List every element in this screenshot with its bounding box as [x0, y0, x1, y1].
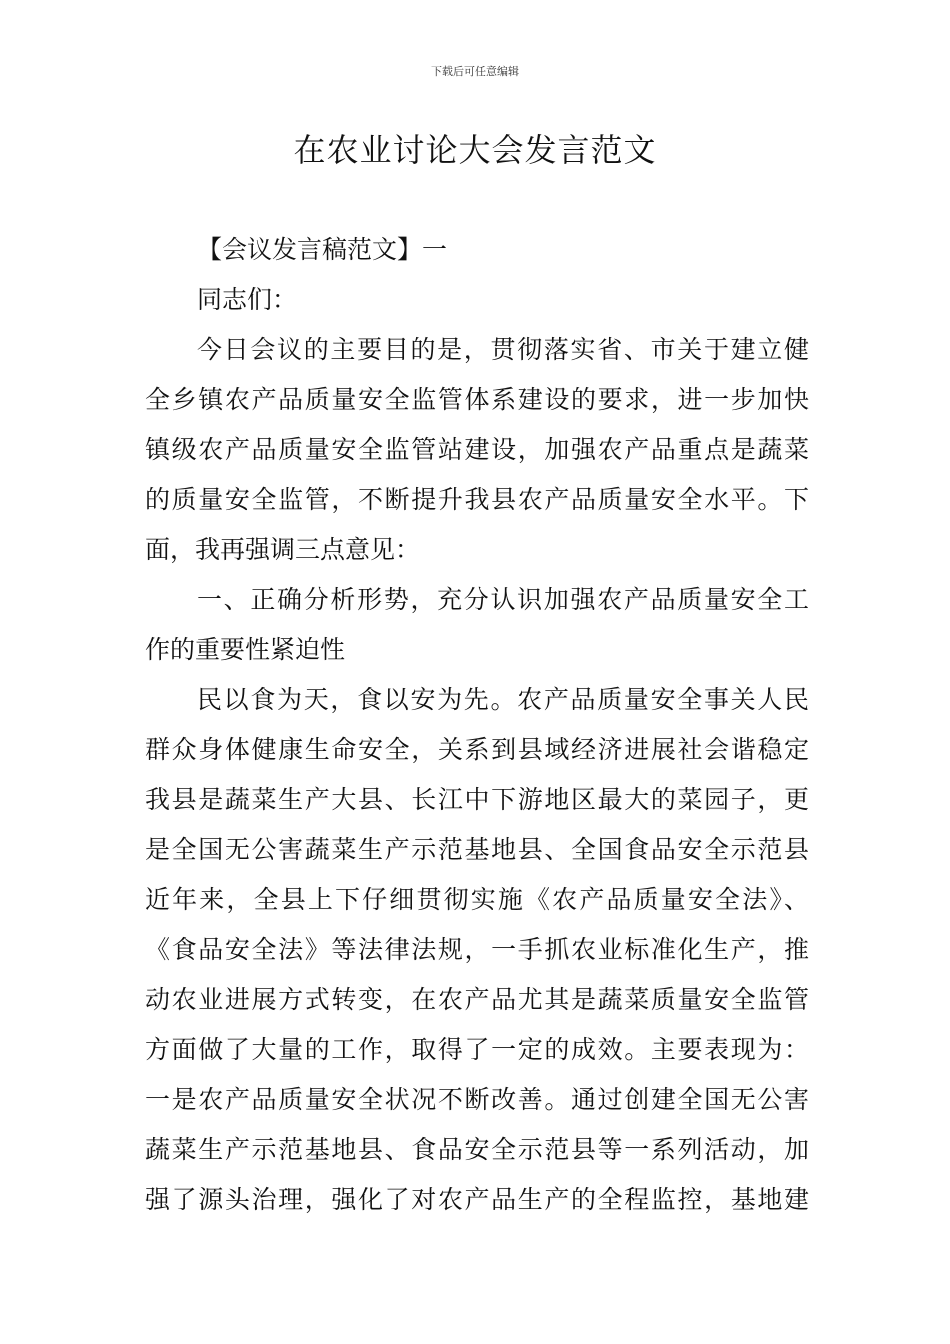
paragraph-line: 是全国无公害蔬菜生产示范基地县、全国食品安全示范县 — [145, 835, 809, 864]
paragraph-line: 强了源头治理，强化了对农产品生产的全程监控，基地建 — [145, 1185, 809, 1214]
document-body — [145, 225, 809, 1225]
paragraph-line: 全乡镇农产品质量安全监管体系建设的要求，进一步加快 — [145, 385, 809, 414]
paragraph-line: 我县是蔬菜生产大县、长江中下游地区最大的菜园子，更 — [145, 785, 809, 814]
paragraph-line: 近年来，全县上下仔细贯彻实施《农产品质量安全法》、 — [145, 885, 809, 914]
subheading-line: 作的重要性紧迫性 — [145, 635, 346, 664]
paragraph-line: 面，我再强调三点意见： — [145, 535, 421, 564]
section-heading: 【会议发言稿范文】一 — [197, 235, 448, 264]
paragraph-line: 蔬菜生产示范基地县、食品安全示范县等一系列活动，加 — [145, 1135, 809, 1164]
paragraph-line: 今日会议的主要目的是，贯彻落实省、市关于建立健 — [197, 335, 809, 364]
salutation: 同志们： — [197, 285, 298, 314]
page-header-note: 下载后可任意编辑 — [431, 65, 519, 78]
document-title: 在农业讨论大会发言范文 — [293, 131, 657, 169]
paragraph-line: 方面做了大量的工作，取得了一定的成效。主要表现为： — [145, 1035, 809, 1064]
paragraph-line: 《食品安全法》等法律法规，一手抓农业标准化生产，推 — [145, 935, 809, 964]
paragraph-line: 的质量安全监管，不断提升我县农产品质量安全水平。下 — [145, 485, 809, 514]
paragraph-line: 镇级农产品质量安全监管站建设，加强农产品重点是蔬菜 — [145, 435, 809, 464]
paragraph-line: 群众身体健康生命安全，关系到县域经济进展社会谐稳定 — [145, 735, 809, 764]
paragraph-line: 一是农产品质量安全状况不断改善。通过创建全国无公害 — [145, 1085, 809, 1114]
paragraph-line: 动农业进展方式转变，在农产品尤其是蔬菜质量安全监管 — [145, 985, 809, 1014]
paragraph-line: 民以食为天，食以安为先。农产品质量安全事关人民 — [197, 685, 809, 714]
subheading-line: 一、正确分析形势，充分认识加强农产品质量安全工 — [197, 585, 809, 614]
